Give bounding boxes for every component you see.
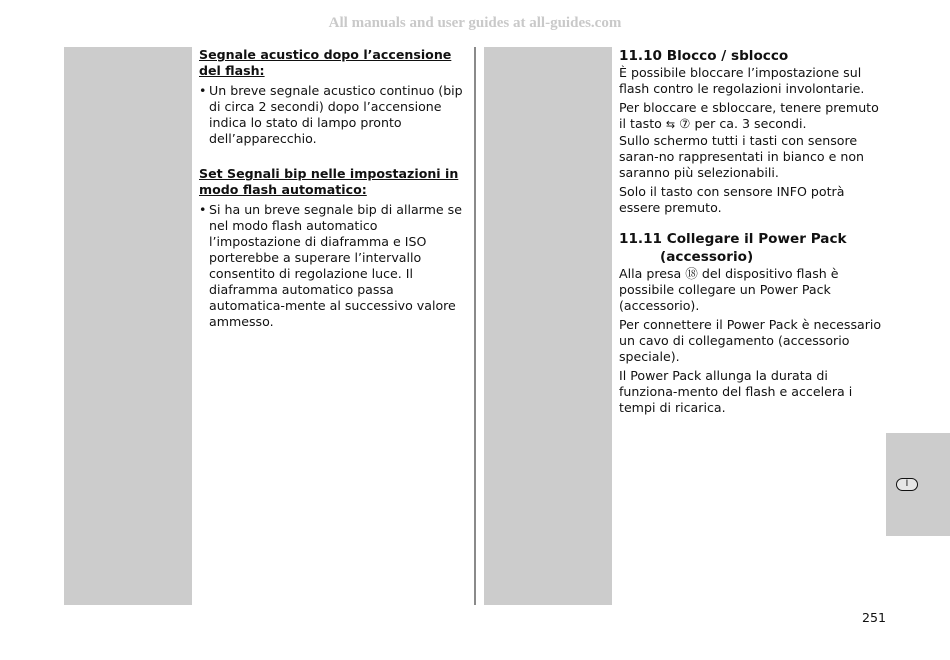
language-badge: I [896, 478, 918, 491]
paragraph [619, 266, 885, 314]
list-item [199, 83, 467, 147]
left-margin-band [64, 47, 192, 605]
section-title-11-11 [619, 230, 885, 266]
paragraph: Solo il tasto con sensore INFO potrà essere premuto. [619, 184, 845, 215]
paragraph: Sullo schermo tutti i tasti con sensore saran-no rappresentati in bianco e non saranno più selezionabili. [619, 133, 865, 180]
key-number-7: ⑦ [679, 116, 691, 131]
watermark: All manuals and user guides at all-guides.com [328, 15, 622, 31]
section-heading-beep-auto-flash: Set Segnali bip nelle impostazioni in modo flash automatico: [199, 166, 459, 197]
socket-number-18: ⑱ [685, 266, 698, 281]
left-text-column [199, 47, 467, 330]
lock-toggle-icon: ⇆ [665, 118, 676, 131]
paragraph: Per connettere il Power Pack è necessario un cavo di collegamento (accessorio speciale). [619, 317, 882, 364]
bullet-text: Si ha un breve segnale bip di allarme se nel modo flash automatico l’impostazione di diaframma e ISO porterebbe a superare l’intervallo consentito di regolazione luce. Il diaframma automatico passa automatica-mente al successivo valore ammesso. [209, 202, 462, 329]
paragraph-text: per ca. 3 secondi. [694, 116, 807, 131]
paragraph: Il Power Pack allunga la durata di funziona-mento del flash e accelera i tempi di ricarica. [619, 368, 853, 415]
list-item [199, 202, 467, 330]
paragraph-text: del dispositivo flash è possibile collegare un Power Pack (accessorio). [619, 266, 839, 313]
bullet-text: Un breve segnale acustico continuo (bip di circa 2 secondi) dopo l’accensione indica lo stato di lampo pronto dell’apparecchio. [209, 83, 463, 146]
column-divider [474, 47, 476, 605]
section-title-text: 11.11 Collegare il Power Pack [619, 231, 847, 247]
paragraph: È possibile bloccare l’impostazione sul flash contro le regolazioni involontarie. [619, 65, 865, 96]
bullet-icon: • [199, 202, 207, 217]
right-text-column [619, 47, 885, 416]
bullet-icon: • [199, 83, 207, 98]
paragraph-text: Alla presa [619, 266, 682, 281]
section-title-11-10: 11.10 Blocco / sblocco [619, 48, 789, 64]
paragraph-text: Per bloccare e sbloccare, tenere premuto il tasto [619, 100, 879, 131]
middle-margin-band [484, 47, 612, 605]
section-title-continuation: (accessorio) [660, 249, 754, 265]
paragraph [619, 100, 885, 133]
section-heading-beep-on-power: Segnale acustico dopo l’accensione del flash: [199, 47, 452, 78]
page-number: 251 [862, 610, 887, 625]
